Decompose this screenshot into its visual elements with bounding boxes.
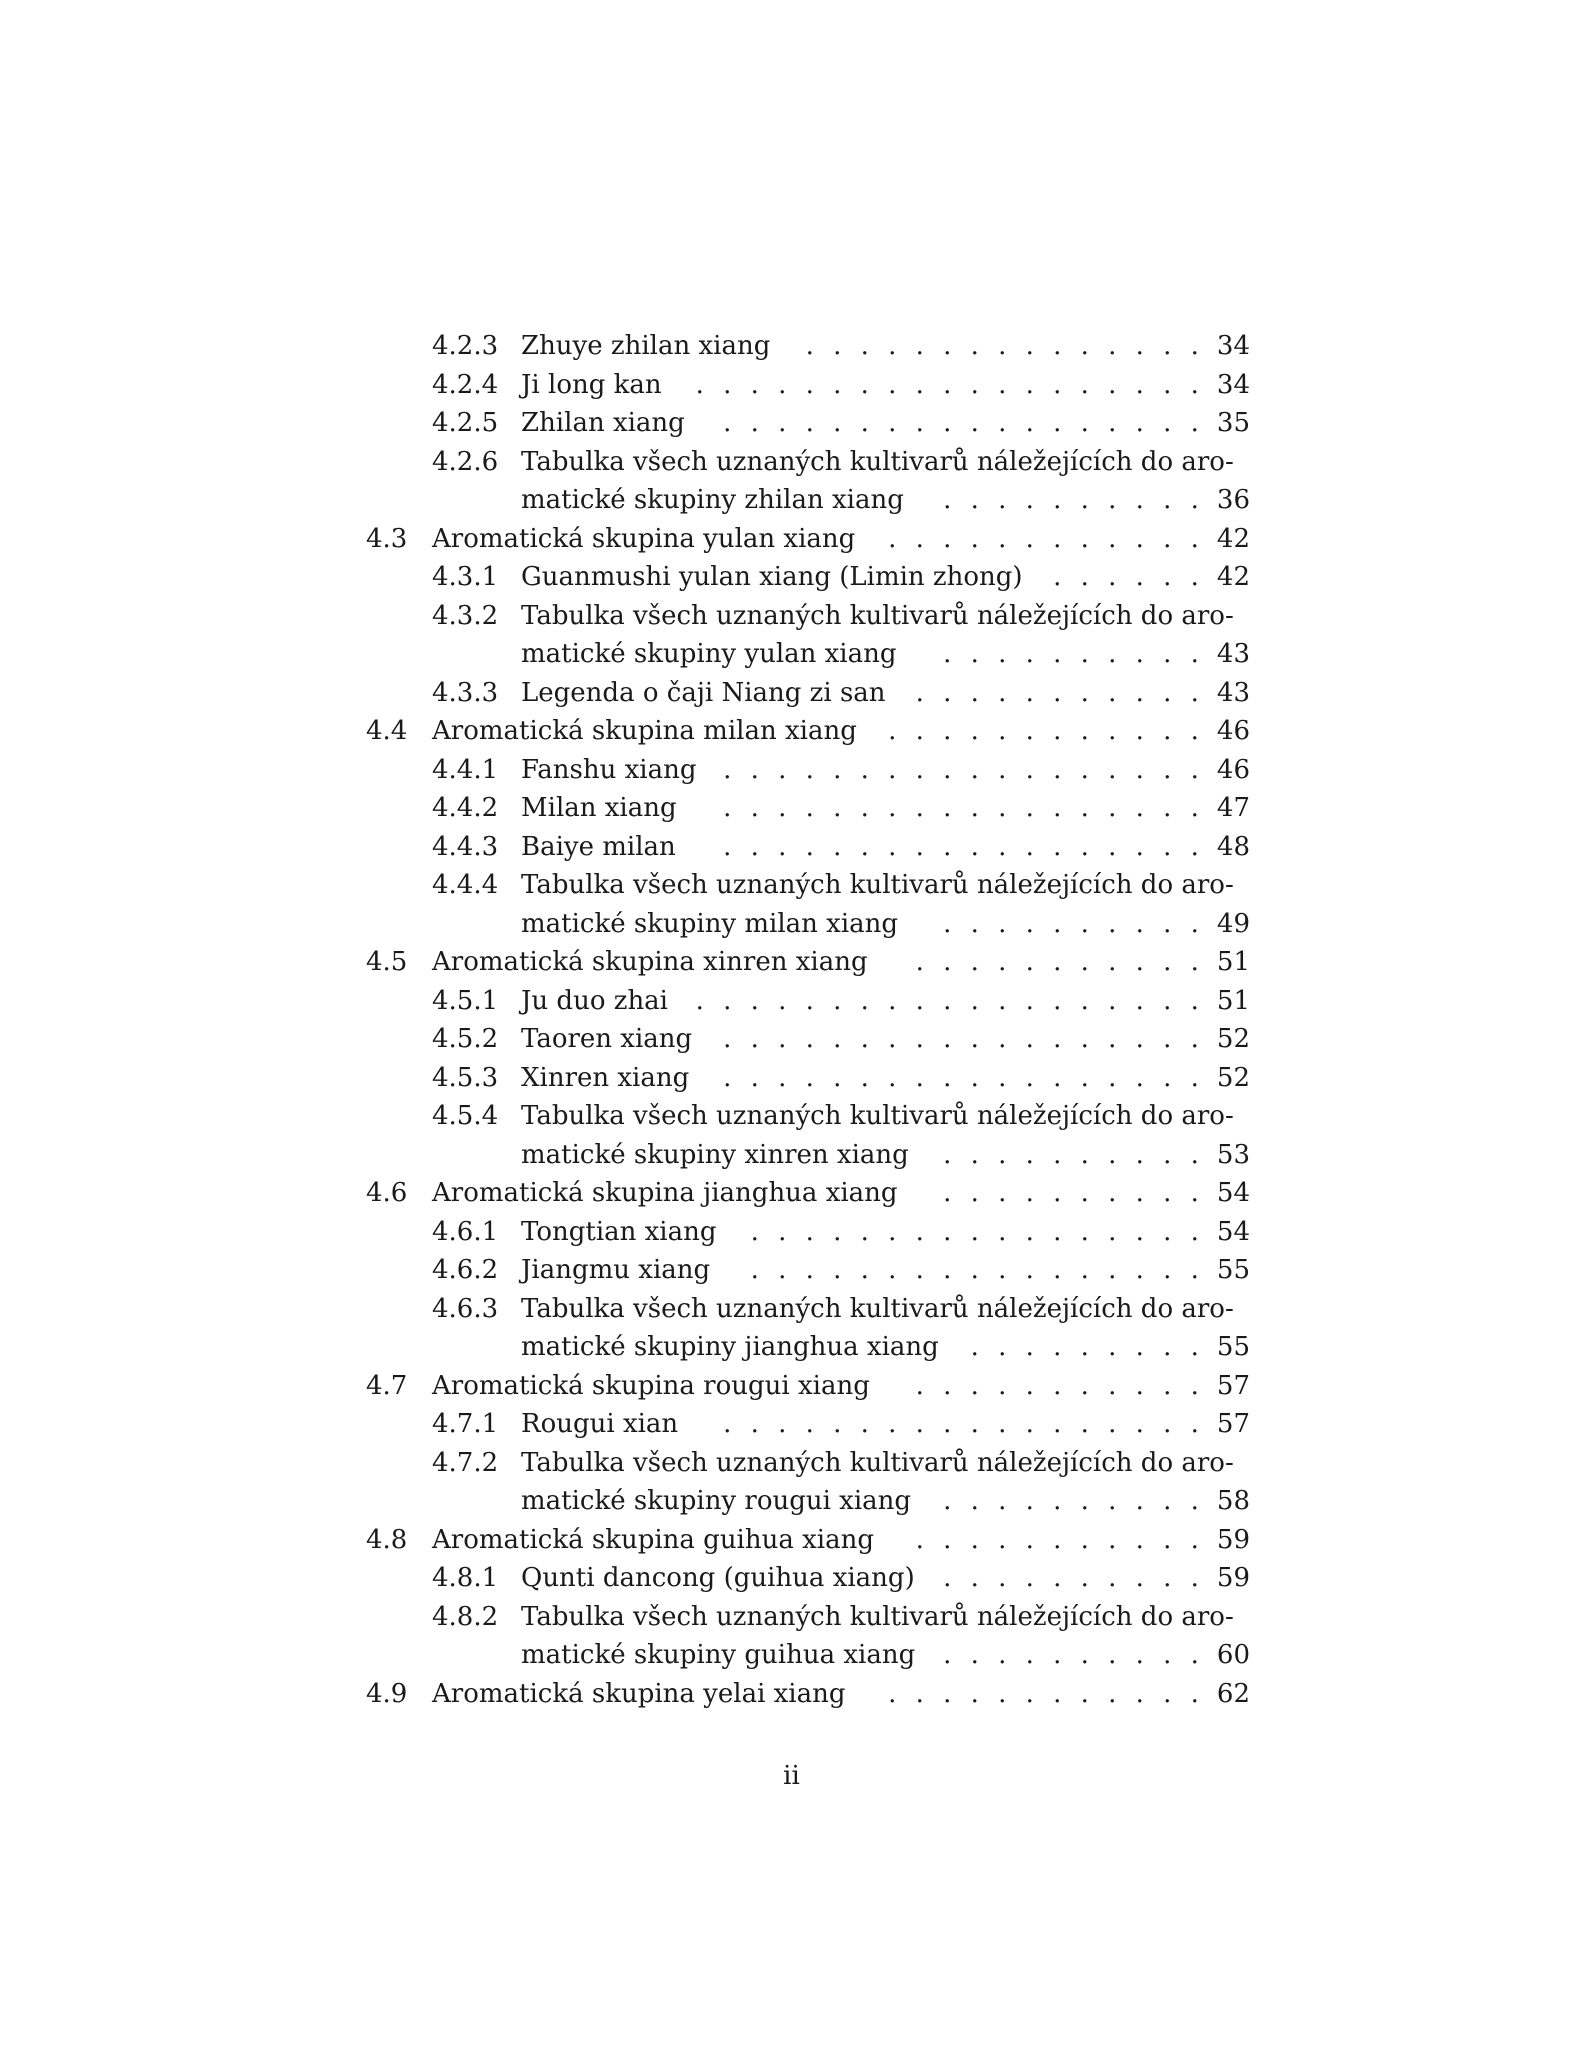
toc-entry-line [0, 789, 1583, 828]
toc-entry-line [0, 1174, 1583, 1213]
dot-leader: . . . . . . . . . . [943, 1486, 1199, 1516]
toc-entry-title: Jiangmu xiang [521, 1255, 711, 1285]
dot-leader: . . . . . . . . . . . . . . . . . . [723, 831, 1199, 862]
toc-entry-line [0, 1521, 1583, 1560]
dot-leader: . . . . . . . . . . . . [888, 716, 1199, 746]
toc-entry[interactable] [0, 1367, 1583, 1406]
toc-entry[interactable] [0, 751, 1583, 790]
toc-entry[interactable] [0, 1059, 1583, 1098]
toc-entry-page: 43 [1216, 639, 1250, 669]
dot-leader: . . . . . . . . . . . . . . . . . [750, 1255, 1199, 1285]
toc-entry-page: 47 [1216, 793, 1250, 823]
dot-leader: . . . . . . . . . [970, 1332, 1199, 1362]
toc-entry-page: 36 [1216, 485, 1250, 515]
toc-entry[interactable] [0, 1598, 1583, 1675]
toc-entry[interactable] [0, 404, 1583, 443]
toc-entry-line [0, 1675, 1583, 1714]
toc-entry-page: 34 [1216, 331, 1250, 361]
toc-entry-number: 4.4.2 [432, 793, 499, 823]
toc-entry[interactable] [0, 1559, 1583, 1598]
toc-entry-title-continued: matické skupiny rougui xiang [521, 1486, 912, 1516]
toc-entry-page: 42 [1216, 523, 1250, 554]
toc-entry[interactable] [0, 520, 1583, 559]
toc-entry-title-continued: matické skupiny yulan xiang [521, 639, 897, 669]
toc-entry-line [0, 1059, 1583, 1098]
toc-entry-page: 62 [1216, 1678, 1250, 1709]
toc-entry-number: 4.5.2 [432, 1024, 499, 1054]
toc-entry-line-continued [0, 1482, 1583, 1521]
toc-entry-title: Qunti dancong (guihua xiang) [521, 1563, 915, 1593]
toc-entry-line [0, 1097, 1583, 1136]
toc-entry-number: 4.5.1 [432, 985, 499, 1016]
dot-leader: . . . . . . [1053, 562, 1199, 592]
toc-entry[interactable] [0, 597, 1583, 674]
toc-entry-line [0, 1367, 1583, 1406]
toc-entry-title: Tongtian xiang [521, 1216, 717, 1247]
toc-entry-number: 4.2.3 [432, 331, 499, 361]
toc-entry-line-continued [0, 905, 1583, 944]
toc-entry-number: 4.3.2 [432, 600, 499, 631]
dot-leader: . . . . . . . . . . . . . . . . . . . [695, 369, 1199, 400]
toc-entry-title: Tabulka všech uznaných kultivarů náležejících do aro- [521, 1293, 1234, 1324]
toc-entry-page: 54 [1216, 1178, 1250, 1208]
toc-entry-title: Guanmushi yulan xiang (Limin zhong) [521, 562, 1023, 592]
toc-entry-page: 57 [1216, 1370, 1250, 1401]
toc-entry[interactable] [0, 558, 1583, 597]
dot-leader: . . . . . . . . . . . . [888, 523, 1199, 554]
toc-entry-number: 4.7.1 [432, 1409, 499, 1439]
toc-entry[interactable] [0, 674, 1583, 713]
toc-entry-number: 4.8.1 [432, 1563, 499, 1593]
toc-entry-page: 34 [1216, 369, 1250, 400]
toc-entry[interactable] [0, 1444, 1583, 1521]
toc-entry-page: 46 [1216, 754, 1250, 785]
toc-entry-title: Tabulka všech uznaných kultivarů náležejících do aro- [521, 1101, 1234, 1131]
toc-entry[interactable] [0, 327, 1583, 366]
toc-entry[interactable] [0, 366, 1583, 405]
toc-entry-number: 4.5 [366, 947, 408, 977]
toc-entry-line [0, 751, 1583, 790]
toc-entry-line-continued [0, 1136, 1583, 1175]
toc-entry-title: Tabulka všech uznaných kultivarů náležejících do aro- [521, 446, 1234, 477]
toc-entry-page: 35 [1216, 408, 1250, 438]
toc-entry[interactable] [0, 1405, 1583, 1444]
toc-entry-title: Aromatická skupina xinren xiang [432, 947, 868, 977]
toc-entry-title-continued: matické skupiny guihua xiang [521, 1640, 916, 1670]
toc-entry[interactable] [0, 443, 1583, 520]
toc-entry-number: 4.4 [366, 716, 408, 746]
toc-entry-title: Tabulka všech uznaných kultivarů náležejících do aro- [521, 600, 1234, 631]
toc-entry-page: 58 [1216, 1486, 1250, 1516]
toc-entry-title: Aromatická skupina guihua xiang [432, 1524, 874, 1555]
toc-entry-page: 51 [1216, 985, 1250, 1016]
toc-entry-line [0, 1598, 1583, 1637]
dot-leader: . . . . . . . . . . . . [888, 1678, 1199, 1709]
dot-leader: . . . . . . . . . . . . . . . . . . [723, 408, 1199, 438]
toc-entry-title: Zhuye zhilan xiang [521, 331, 771, 361]
toc-entry-line [0, 866, 1583, 905]
toc-entry-title: Fanshu xiang [521, 754, 697, 785]
toc-entry-number: 4.7 [366, 1370, 408, 1401]
dot-leader: . . . . . . . . . . . [915, 677, 1199, 708]
toc-entry-page: 57 [1216, 1409, 1250, 1439]
toc-entry-page: 52 [1216, 1062, 1250, 1093]
toc-entry-title-continued: matické skupiny milan xiang [521, 908, 899, 939]
toc-entry-page: 59 [1216, 1563, 1250, 1593]
toc-entry-line [0, 558, 1583, 597]
toc-entry-number: 4.9 [366, 1678, 408, 1709]
toc-entry-line [0, 1290, 1583, 1329]
toc-entry-title: Tabulka všech uznaných kultivarů náležejících do aro- [521, 870, 1234, 900]
toc-entry-line-continued [0, 1636, 1583, 1675]
toc-entry-number: 4.6 [366, 1178, 408, 1208]
toc-entry-page: 59 [1216, 1524, 1250, 1555]
toc-entry-number: 4.8 [366, 1524, 408, 1555]
dot-leader: . . . . . . . . . . . [915, 1370, 1199, 1401]
toc-entry-number: 4.4.3 [432, 831, 499, 862]
toc-entry[interactable] [0, 1020, 1583, 1059]
toc-entry-title: Milan xiang [521, 793, 677, 823]
toc-entry-number: 4.6.3 [432, 1293, 499, 1324]
toc-entry-title: Ju duo zhai [521, 985, 668, 1016]
toc-entry[interactable] [0, 789, 1583, 828]
dot-leader: . . . . . . . . . . . . . . . . . . . [695, 985, 1199, 1016]
toc-entry-page: 55 [1216, 1255, 1250, 1285]
dot-leader: . . . . . . . . . . [943, 1139, 1199, 1170]
toc-entry-line [0, 828, 1583, 867]
dot-leader: . . . . . . . . . . [943, 1640, 1199, 1670]
dot-leader: . . . . . . . . . . [943, 639, 1199, 669]
toc-entry-number: 4.3.3 [432, 677, 499, 708]
dot-leader: . . . . . . . . . . . . . . . . . . [723, 1024, 1199, 1054]
toc-entry-title: Rougui xian [521, 1409, 679, 1439]
toc-entry-page: 46 [1216, 716, 1250, 746]
toc-entry-line [0, 1251, 1583, 1290]
page-number: ii [783, 1761, 800, 1791]
toc-entry-title: Taoren xiang [521, 1024, 693, 1054]
toc-entry-title: Zhilan xiang [521, 408, 685, 438]
toc-entry[interactable] [0, 866, 1583, 943]
toc-entry-number: 4.6.1 [432, 1216, 499, 1247]
toc-entry-number: 4.2.5 [432, 408, 499, 438]
dot-leader: . . . . . . . . . . . [915, 947, 1199, 977]
toc-entry-line [0, 1020, 1583, 1059]
toc-entry[interactable] [0, 1675, 1583, 1714]
toc-entry[interactable] [0, 1251, 1583, 1290]
toc-entry-title: Aromatická skupina yelai xiang [432, 1678, 846, 1709]
dot-leader: . . . . . . . . . . [943, 908, 1199, 939]
toc-entry-number: 4.2.6 [432, 446, 499, 477]
toc-entry-number: 4.5.3 [432, 1062, 499, 1093]
toc-entry-line [0, 1405, 1583, 1444]
toc-entry-line [0, 674, 1583, 713]
dot-leader: . . . . . . . . . . [943, 485, 1199, 515]
toc-entry-title: Baiye milan [521, 831, 676, 862]
toc-entry[interactable] [0, 1290, 1583, 1367]
toc-entry-line [0, 712, 1583, 751]
table-of-contents [0, 327, 1583, 1713]
toc-entry-number: 4.3 [366, 523, 408, 554]
toc-entry-line [0, 443, 1583, 482]
toc-entry-line [0, 520, 1583, 559]
toc-entry-line [0, 366, 1583, 405]
toc-entry[interactable] [0, 982, 1583, 1021]
toc-entry-line-continued [0, 1328, 1583, 1367]
toc-entry-line [0, 1213, 1583, 1252]
dot-leader: . . . . . . . . . . . . . . . . . . [723, 793, 1199, 823]
toc-entry-page: 60 [1216, 1640, 1250, 1670]
toc-entry-number: 4.4.4 [432, 870, 499, 900]
toc-entry-title: Aromatická skupina milan xiang [432, 716, 857, 746]
toc-entry[interactable] [0, 1521, 1583, 1560]
toc-entry-line [0, 327, 1583, 366]
toc-entry-page: 42 [1216, 562, 1250, 592]
toc-entry-line-continued [0, 635, 1583, 674]
toc-entry-line [0, 982, 1583, 1021]
toc-entry-page: 49 [1216, 908, 1250, 939]
toc-entry-page: 43 [1216, 677, 1250, 708]
dot-leader: . . . . . . . . . . . . . . . [805, 331, 1199, 361]
dot-leader: . . . . . . . . . . [943, 1178, 1199, 1208]
toc-entry[interactable] [0, 943, 1583, 982]
dot-leader: . . . . . . . . . . . [915, 1524, 1199, 1555]
dot-leader: . . . . . . . . . . [943, 1563, 1199, 1593]
toc-entry[interactable] [0, 1097, 1583, 1174]
toc-entry-page: 54 [1216, 1216, 1250, 1247]
toc-entry-line-continued [0, 481, 1583, 520]
toc-entry-number: 4.2.4 [432, 369, 499, 400]
toc-entry-title: Aromatická skupina rougui xiang [432, 1370, 870, 1401]
toc-entry-title: Legenda o čaji Niang zi san [521, 677, 886, 708]
toc-entry[interactable] [0, 1213, 1583, 1252]
dot-leader: . . . . . . . . . . . . . . . . . [750, 1216, 1199, 1247]
toc-entry-line [0, 943, 1583, 982]
toc-entry-line [0, 1559, 1583, 1598]
toc-entry[interactable] [0, 828, 1583, 867]
toc-entry-page: 55 [1216, 1332, 1250, 1362]
toc-entry-title: Xinren xiang [521, 1062, 690, 1093]
toc-entry-title-continued: matické skupiny zhilan xiang [521, 485, 904, 515]
toc-entry-line [0, 404, 1583, 443]
toc-entry[interactable] [0, 1174, 1583, 1213]
toc-entry[interactable] [0, 712, 1583, 751]
toc-entry-line [0, 1444, 1583, 1483]
toc-entry-title: Ji long kan [521, 369, 662, 400]
toc-entry-page: 52 [1216, 1024, 1250, 1054]
dot-leader: . . . . . . . . . . . . . . . . . . [723, 754, 1199, 785]
toc-entry-title-continued: matické skupiny xinren xiang [521, 1139, 909, 1170]
toc-entry-number: 4.7.2 [432, 1447, 499, 1478]
toc-entry-title: Tabulka všech uznaných kultivarů náležejících do aro- [521, 1601, 1234, 1632]
toc-entry-number: 4.4.1 [432, 754, 499, 785]
toc-entry-title: Tabulka všech uznaných kultivarů náležejících do aro- [521, 1447, 1234, 1478]
toc-entry-number: 4.6.2 [432, 1255, 499, 1285]
dot-leader: . . . . . . . . . . . . . . . . . . [723, 1062, 1199, 1093]
toc-entry-number: 4.8.2 [432, 1601, 499, 1632]
dot-leader: . . . . . . . . . . . . . . . . . . [723, 1409, 1199, 1439]
toc-entry-page: 53 [1216, 1139, 1250, 1170]
toc-entry-number: 4.3.1 [432, 562, 499, 592]
toc-entry-title-continued: matické skupiny jianghua xiang [521, 1332, 939, 1362]
toc-entry-page: 48 [1216, 831, 1250, 862]
toc-entry-number: 4.5.4 [432, 1101, 499, 1131]
toc-entry-page: 51 [1216, 947, 1250, 977]
toc-entry-line [0, 597, 1583, 636]
toc-entry-title: Aromatická skupina yulan xiang [432, 523, 856, 554]
toc-entry-title: Aromatická skupina jianghua xiang [432, 1178, 898, 1208]
